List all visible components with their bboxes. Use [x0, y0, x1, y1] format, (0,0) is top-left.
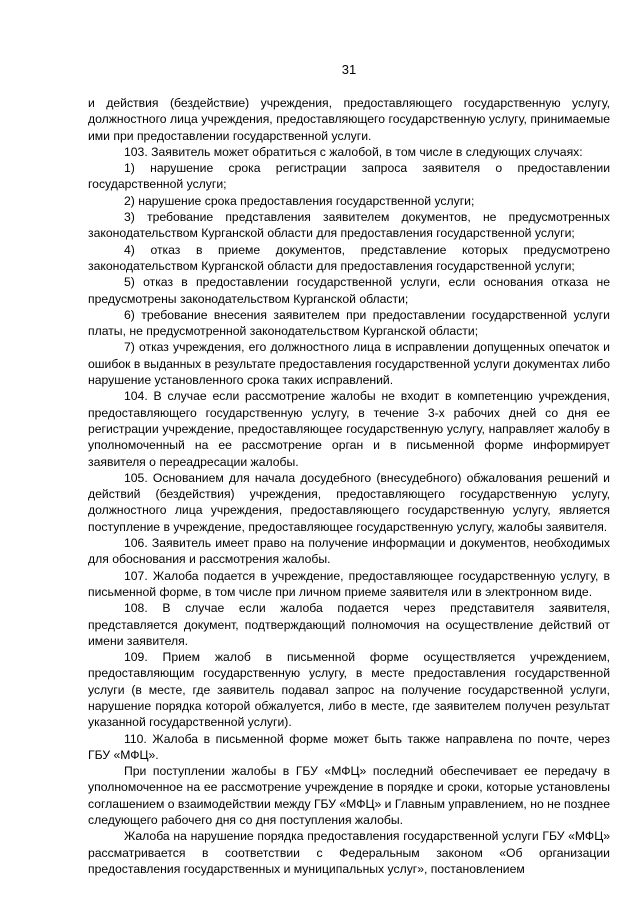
paragraph: 106. Заявитель имеет право на получение информации и документов, необходимых для обоснования и рассмотрения жалобы.	[88, 536, 610, 567]
body-text	[88, 95, 610, 877]
paragraph: и действия (бездействие) учреждения, предоставляющего государственную услугу, должностного лица учреждения, предоставляющего государственную услугу, принимаемые ими при предоставлении государственной услуги.	[88, 96, 610, 143]
paragraph: 2) нарушение срока предоставления государственной услуги;	[124, 193, 475, 208]
paragraph: 109. Прием жалоб в письменной форме осуществляется учреждением, предоставляющим государственную услугу, в месте предоставления государственной услуги (в месте, где заявитель подавал запрос на получение государственной услуги, нарушение порядка которой обжалуется, либо в месте, где заявителем получен результат указанной государственной услуги).	[88, 650, 610, 730]
paragraph: 103. Заявитель может обратиться с жалобой, в том числе в следующих случаях:	[124, 144, 583, 159]
paragraph: 104. В случае если рассмотрение жалобы не входит в компетенцию учреждения, предоставляющего государственную услугу, в течение 3-х рабочих дней со дня ее регистрации учреждение, предоставляющее государственную услугу, направляет жалобу в уполномоченный на ее рассмотрение орган и в письменной форме информирует заявителя о переадресации жалобы.	[88, 389, 610, 469]
paragraph: При поступлении жалобы в ГБУ «МФЦ» последний обеспечивает ее передачу в уполномоченное на ее рассмотрение учреждение в порядке и сроки, которые установлены соглашением о взаимодействии между ГБУ «МФЦ» и Главным управлением, но не позднее следующего рабочего дня со дня поступления жалобы.	[88, 764, 610, 828]
paragraph: 4) отказ в приеме документов, представление которых предусмотрено законодательством Курганской области для предоставления государственной услуги;	[88, 242, 610, 273]
paragraph: 5) отказ в предоставлении государственной услуги, если основания отказа не предусмотрены законодательством Курганской области;	[88, 275, 610, 306]
page-number: 31	[341, 62, 357, 77]
paragraph: 107. Жалоба подается в учреждение, предоставляющее государственную услугу, в письменной форме, в том числе при личном приеме заявителя или в электронном виде.	[88, 568, 610, 599]
paragraph: 105. Основанием для начала досудебного (внесудебного) обжалования решений и действий (бездействия) учреждения, предоставляющего государственную услугу, должностного лица учреждения, предоставляющего государственную услугу, является поступление в учреждение, предоставляющее государственную услугу, жалобы заявителя.	[88, 470, 610, 534]
paragraph: Жалоба на нарушение порядка предоставления государственной услуги ГБУ «МФЦ» рассматривается в соответствии с Федеральным законом «Об организации предоставления государственных и муниципальных услуг», постановлением	[88, 829, 610, 876]
paragraph: 6) требование внесения заявителем при предоставлении государственной услуги платы, не предусмотренной законодательством Курганской области;	[88, 307, 610, 339]
paragraph: 110. Жалоба в письменной форме может быть также направлена по почте, через ГБУ «МФЦ».	[88, 731, 610, 762]
paragraph: 108. В случае если жалоба подается через представителя заявителя, представляется документ, подтверждающий полномочия на осуществление действий от имени заявителя.	[88, 601, 610, 648]
paragraph: 1) нарушение срока регистрации запроса заявителя о предоставлении государственной услуги;	[88, 161, 610, 192]
paragraph: 3) требование представления заявителем документов, не предусмотренных законодательством Курганской области для предоставления государственной услуги;	[88, 210, 610, 241]
paragraph: 7) отказ учреждения, его должностного лица в исправлении допущенных опечаток и ошибок в выданных в результате предоставления государственной услуги документах либо нарушение установленного срока таких исправлений.	[88, 340, 610, 388]
